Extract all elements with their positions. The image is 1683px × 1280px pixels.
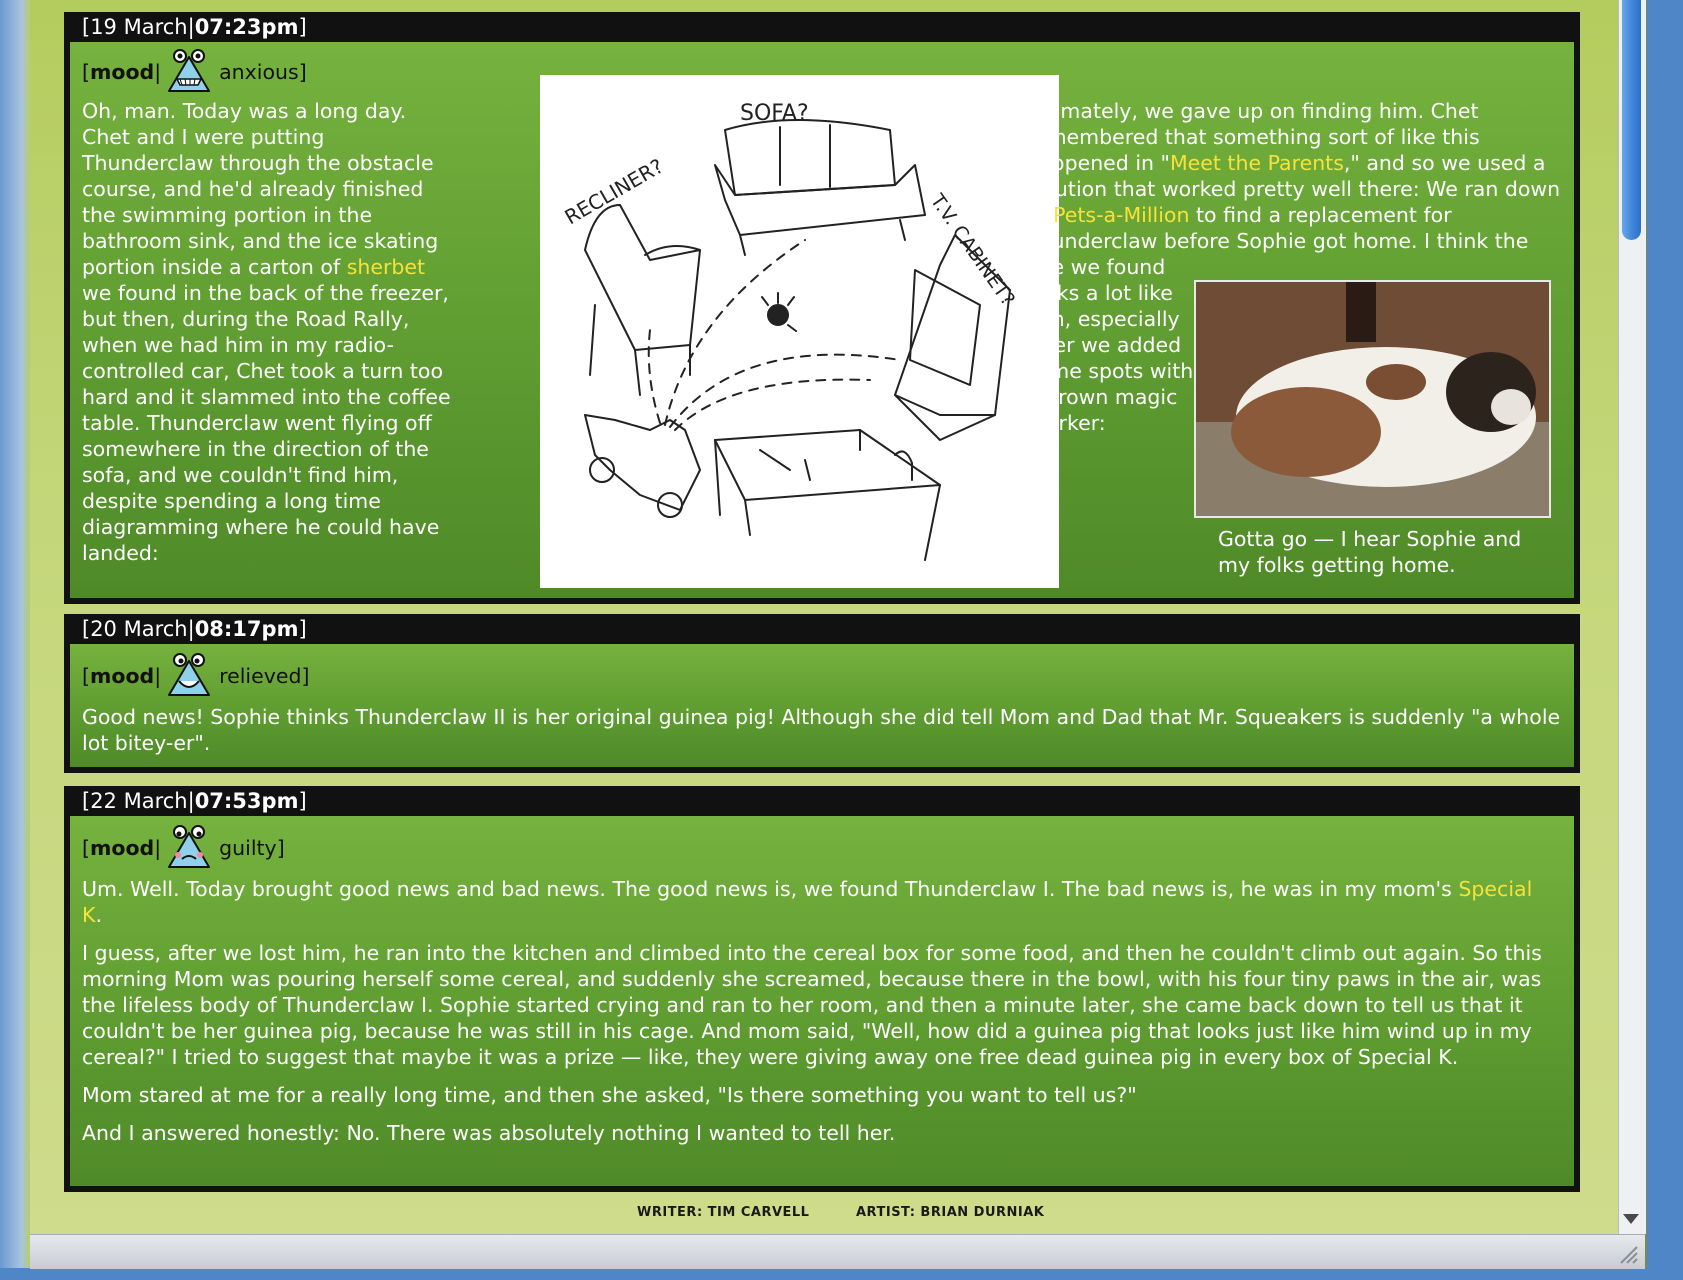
sofa-drawing	[725, 120, 895, 195]
mood-line	[82, 50, 307, 94]
pets-a-million-link[interactable]: Pets-a-Million	[1053, 203, 1190, 227]
blog-entry-3	[64, 786, 1580, 1192]
anxious-mood-icon	[165, 49, 213, 95]
entry-column-side	[1026, 254, 1196, 436]
recliner-label: RECLINER?	[560, 153, 668, 230]
mood-label: mood	[90, 60, 155, 84]
relieved-mood-icon	[165, 653, 213, 699]
mood-separator: |	[154, 664, 162, 688]
entry-paragraph: I guess, after we lost him, he ran into the kitchen and climbed into the cereal box for some food, and then he couldn't climb out again. So this morning Mom was pouring herself some cereal, and suddenly she screamed, because there in the bowl, with his four tiny paws in the air, was the lifeless body of Thunderclaw I. Sophie started crying and ran to her room, and then a minute later, she came back down to tell us that it couldn't be her guinea pig, because he was still in his cage. And mom said, "Well, how did a guinea pig that looks just like him wind up in my cereal?" I tried to suggest that maybe it was a prize — like, they were giving away one free dead guinea pig in every box of Special K.	[82, 941, 1542, 1069]
photo-caption	[1218, 526, 1558, 578]
mood-label: mood	[90, 664, 155, 688]
vertical-scrollbar[interactable]	[1618, 0, 1646, 1234]
scrollbar-thumb[interactable]	[1622, 0, 1641, 240]
bracket: ]	[298, 15, 307, 39]
artist-credit: ARTIST: BRIAN DURNIAK	[856, 1205, 1045, 1220]
recliner-drawing	[585, 205, 700, 350]
entry-column-right	[1026, 98, 1574, 254]
entry-body	[70, 816, 1574, 1186]
mood-value: anxious]	[219, 60, 307, 84]
mood-label: mood	[90, 836, 155, 860]
blog-entry-2	[64, 614, 1580, 773]
entry-date: [20 March|	[82, 617, 195, 641]
entry-body	[70, 42, 1574, 598]
entry-text: we found in the back of the freezer, but then, during the Road Rally, when we had him in my radio-controlled car, Chet took a turn too hard and it slammed into the coffee table. Thunderclaw went flying off somewhere in the direction of the sofa, and we couldn't find him, despite spending a long time diagramming where he could have landed:	[82, 281, 451, 565]
guinea-pig-photo	[1194, 280, 1551, 518]
entry-header	[64, 12, 1580, 42]
bracket: ]	[298, 617, 307, 641]
window-status-bar	[30, 1234, 1645, 1269]
entry-body	[70, 644, 1574, 767]
rc-car-drawing	[585, 415, 700, 510]
entry-paragraph: And I answered honestly: No. There was absolutely nothing I wanted to tell her.	[82, 1121, 896, 1145]
entry-text: Oh, man. Today was a long day. Chet and I were putting Thunderclaw through the obstacle course, and he'd already finished the swimming portion in the bathroom sink, and the ice skating portion inside a carton of	[82, 99, 439, 279]
caption-text: Gotta go — I hear Sophie and my folks getting home.	[1218, 527, 1522, 577]
entry-date: [19 March|	[82, 15, 195, 39]
entry-date: [22 March|	[82, 789, 195, 813]
entry-header	[64, 614, 1580, 644]
bracket: [	[82, 60, 90, 84]
mood-separator: |	[154, 60, 162, 84]
sherbet-link[interactable]: sherbet	[346, 255, 426, 279]
entry-text-block	[82, 704, 1562, 756]
entry-time: 08:17pm	[194, 617, 299, 641]
tv-cabinet-label: T.V. CABINET?	[925, 190, 1019, 311]
mood-separator: |	[154, 836, 162, 860]
entry-time: 07:53pm	[194, 789, 299, 813]
entry-text: .	[95, 903, 102, 927]
mood-line	[82, 654, 309, 698]
entry-header	[64, 786, 1580, 816]
mood-value: relieved]	[219, 664, 310, 688]
bracket: [	[82, 836, 90, 860]
writer-credit: WRITER: TIM CARVELL	[637, 1205, 810, 1220]
guilty-mood-icon	[165, 825, 213, 871]
sofa-label: SOFA?	[740, 101, 809, 126]
diagram-sketch	[540, 75, 1059, 588]
entry-column-left	[82, 98, 458, 566]
coffee-table-drawing	[715, 430, 940, 500]
bracket: ]	[298, 789, 307, 813]
entry-text-block	[82, 876, 1552, 1146]
entry-text: ," and so we used a solution that worked pretty well there: We ran down to	[1026, 151, 1561, 227]
entry-text: Ultimately, we gave up on finding him. Chet remembered that something sort of like this happened in "	[1026, 99, 1480, 175]
bracket: [	[82, 664, 90, 688]
entry-time: 07:23pm	[194, 15, 299, 39]
meet-the-parents-link[interactable]: Meet the Parents	[1169, 151, 1344, 175]
blog-entry-1	[64, 12, 1580, 604]
resize-grip-icon[interactable]	[1615, 1241, 1639, 1265]
entry-text: one we found looks a lot like him, especially after we added some spots with a brown magic marker:	[1026, 255, 1194, 435]
entry-paragraph: Mom stared at me for a really long time, and then she asked, "Is there something you want to tell us?"	[82, 1083, 1137, 1107]
entry-text: Good news! Sophie thinks Thunderclaw II is her original guinea pig! Although she did tell Mom and Dad that Mr. Squeakers is suddenly "a whole lot bitey-er".	[82, 705, 1561, 755]
special-k-link[interactable]: Special K	[82, 877, 1533, 927]
window-edge	[0, 0, 30, 1268]
entry-text: to find a replacement for Thunderclaw before Sophie got home. I think the	[1026, 203, 1529, 253]
mood-value: guilty]	[219, 836, 285, 860]
scroll-down-arrow-icon[interactable]	[1623, 1214, 1639, 1224]
mood-line	[82, 826, 285, 870]
entry-text: Um. Well. Today brought good news and bad news. The good news is, we found Thunderclaw I. The bad news is, he was in my mom's	[82, 877, 1452, 901]
